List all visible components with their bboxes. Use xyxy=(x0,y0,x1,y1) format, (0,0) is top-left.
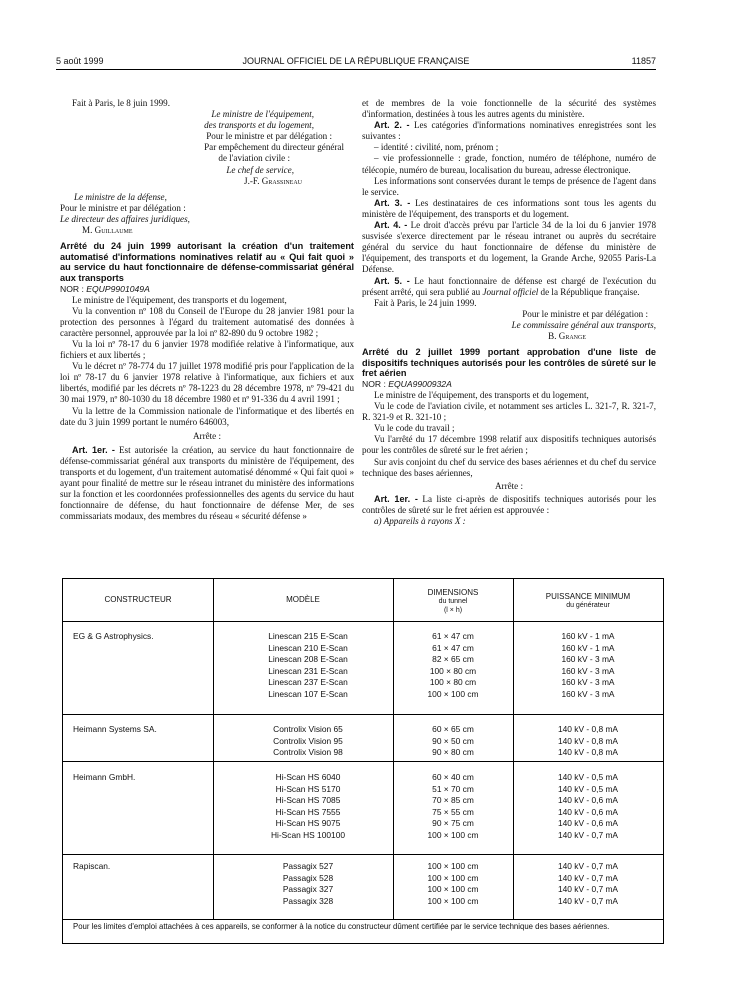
generator-power: 140 kV - 0,5 mA xyxy=(557,772,619,782)
generator-power: 160 kV - 3 mA xyxy=(561,665,615,676)
signature-name-2: B. Grange xyxy=(548,330,586,341)
signature-chef-service: Le chef de service, xyxy=(226,164,294,175)
generator-power: 140 kV - 0,5 mA xyxy=(557,783,619,794)
model-name: Passagix 327 xyxy=(282,884,334,895)
signature-minister-line-1: Le ministre de l'équipement, xyxy=(211,109,314,120)
tunnel-dimensions: 100 × 100 cm xyxy=(427,830,479,840)
maker-name: Rapiscan. xyxy=(73,861,111,871)
signature-empechement-1: Par empêchement du directeur général xyxy=(204,142,344,153)
decree-1-article-3: Art. 3. - Les destinataires de ces informations sont tous les agents du ministère de l'équipement, des transports et du logement. xyxy=(362,197,657,219)
table-rule xyxy=(63,854,663,855)
model-name: Passagix 527 xyxy=(282,861,334,871)
model-name: Controlix Vision 95 xyxy=(273,735,343,746)
tunnel-dimensions: 100 × 100 cm xyxy=(427,884,479,895)
generator-power: 160 kV - 3 mA xyxy=(561,654,615,665)
maker-name: EG & G Astrophysics. xyxy=(73,631,154,641)
decree-1-article-1-continued: et de membres de la voie fonctionnelle de la sécurité des systèmes d'information, destinées à tous les autres agents du ministère. xyxy=(362,98,656,120)
decree-2-arrete: Arrête : xyxy=(494,480,524,491)
generator-power: 140 kV - 0,8 mA xyxy=(557,724,619,734)
decree-1-para: Vu la convention nº 108 du Conseil de l'Europe du 28 janvier 1981 pour la protection des personnes à l'égard du traitement automatisé des données à caractère personnel, approuvée par la loi nº 82-890 du 9 octobre 1982 ; xyxy=(60,305,354,338)
right-column xyxy=(362,98,656,527)
signature-name: J.-F. Grassineau xyxy=(244,175,302,186)
generator-power: 140 kV - 0,6 mA xyxy=(557,806,619,817)
tunnel-dimensions: 60 × 40 cm xyxy=(432,772,474,782)
decree-2-article-1: Art. 1er. - La liste ci-après de dispositifs techniques autorisés pour les contrôles de sûreté sur le fret aérien est approuvée : xyxy=(362,493,657,515)
generator-power: 160 kV - 1 mA xyxy=(561,631,615,641)
model-name: Passagix 328 xyxy=(282,895,334,906)
article-2-item: – identité : civilité, nom, prénom ; xyxy=(374,142,499,153)
tunnel-dimensions: 90 × 50 cm xyxy=(432,735,474,746)
defense-signature-name: M. Guillaume xyxy=(82,225,133,236)
signature-empechement-2: de l'aviation civile : xyxy=(218,153,290,164)
tunnel-dimensions: 100 × 80 cm xyxy=(429,677,477,688)
decree-2-title: Arrêté du 2 juillet 1999 portant approbation d'une liste de dispositifs techniques autorisés pour les contrôles de sûreté sur le fret aérien xyxy=(362,347,656,379)
generator-power: 140 kV - 0,7 mA xyxy=(557,895,619,906)
signature-minister-line-2: des transports et du logement, xyxy=(204,120,314,131)
tunnel-dimensions: 51 × 70 cm xyxy=(432,783,474,794)
tunnel-dimensions: 100 × 100 cm xyxy=(427,872,479,883)
devices-table xyxy=(62,578,664,944)
left-column xyxy=(60,98,354,522)
model-name: Passagix 528 xyxy=(282,872,334,883)
model-name: Hi-Scan HS 9075 xyxy=(275,818,341,829)
table-rule xyxy=(63,761,663,762)
signature-place-date-2: Fait à Paris, le 24 juin 1999. xyxy=(374,297,477,308)
decree-2-para: Vu l'arrêté du 17 décembre 1998 relatif aux dispositifs techniques autorisés pour les contrôles de sûreté sur le fret aérien ; xyxy=(362,434,656,456)
table-rule xyxy=(63,621,663,622)
model-name: Linescan 208 E-Scan xyxy=(268,654,348,665)
tunnel-dimensions: 100 × 100 cm xyxy=(427,689,479,699)
tunnel-dimensions: 100 × 100 cm xyxy=(427,861,479,871)
generator-power: 140 kV - 0,8 mA xyxy=(557,747,619,758)
decree-2-para: Vu le code du travail ; xyxy=(374,423,455,434)
model-name: Hi-Scan HS 6040 xyxy=(275,772,341,782)
header-constructeur: CONSTRUCTEUR xyxy=(104,595,172,604)
model-name: Hi-Scan HS 7085 xyxy=(275,795,341,806)
header-page-number: 11857 xyxy=(631,56,656,66)
model-name: Linescan 107 E-Scan xyxy=(268,689,348,699)
table-rule xyxy=(63,919,663,920)
tunnel-dimensions: 70 × 85 cm xyxy=(432,795,474,806)
header-rule xyxy=(56,69,656,70)
signature-delegation-2: Pour le ministre et par délégation : xyxy=(522,308,648,319)
signature-place-date: Fait à Paris, le 8 juin 1999. xyxy=(72,98,171,108)
model-name: Linescan 237 E-Scan xyxy=(268,677,348,688)
decree-2-nor: NOR : EQUA9900932A xyxy=(362,378,452,389)
header-journal-title: JOURNAL OFFICIEL DE LA RÉPUBLIQUE FRANÇAISE xyxy=(242,56,470,66)
decree-2-item-a: a) Appareils à rayons X : xyxy=(374,515,466,526)
decree-1-para: Vu la loi nº 78-17 du 6 janvier 1978 modifiée relative à l'informatique, aux fichiers et aux libertés ; xyxy=(60,338,354,361)
table-footnote: Pour les limites d'emploi attachées à ces appareils, se conformer à la notice du constructeur dûment certifiée par le service technique des bases aériennes. xyxy=(73,922,610,931)
decree-1-para: Vu la lettre de la Commission nationale de l'informatique et des libertés en date du 3 juin 1999 portant le numéro 646003, xyxy=(60,405,354,427)
signature-commissaire: Le commissaire général aux transports, xyxy=(511,319,656,330)
table-rule xyxy=(63,714,663,715)
generator-power: 140 kV - 0,7 mA xyxy=(557,884,619,895)
tunnel-dimensions: 60 × 65 cm xyxy=(432,724,474,734)
defense-minister: Le ministre de la défense, xyxy=(74,191,167,202)
tunnel-dimensions: 100 × 80 cm xyxy=(429,665,477,676)
model-name: Hi-Scan HS 5170 xyxy=(275,783,341,794)
model-name: Hi-Scan HS 7555 xyxy=(275,806,341,817)
decree-1-title: Arrêté du 24 juin 1999 autorisant la création d'un traitement automatisé d'informations nominatives relatif au « Qui fait quoi » au service du haut fonctionnaire de défense-commissariat général aux transports xyxy=(60,241,354,283)
decree-1-article-2: Art. 2. - Les catégories d'informations nominatives enregistrées sont les suivantes : xyxy=(362,120,656,142)
article-2-retention: Les informations sont conservées durant le temps de présence de l'agent dans le service. xyxy=(362,175,656,197)
header-modele: MODÈLE xyxy=(286,595,320,604)
decree-2-para: Sur avis conjoint du chef du service des bases aériennes et du chef du service technique des bases aériennes, xyxy=(362,456,656,478)
tunnel-dimensions: 61 × 47 cm xyxy=(432,642,474,653)
signature-delegation: Pour le ministre et par délégation : xyxy=(206,131,332,142)
model-name: Linescan 210 E-Scan xyxy=(268,642,348,653)
tunnel-dimensions: 100 × 100 cm xyxy=(427,895,479,906)
maker-name: Heimann GmbH. xyxy=(73,772,136,782)
decree-1-para: Vu le décret nº 78-774 du 17 juillet 1978 modifié pris pour l'application de la loi nº 78-17 du 6 janvier 1978 relative à l'informatique, aux fichiers et aux libertés, modifié par les décrets nº 78-1223 du 28 décembre 1978, nº 79-421 du 30 mai 1979, nº 80-1030 du 18 décembre 1980 et nº 91-336 du 4 avril 1991 ; xyxy=(60,361,354,405)
header-date: 5 août 1999 xyxy=(56,56,104,66)
tunnel-dimensions: 61 × 47 cm xyxy=(432,631,474,641)
decree-1-nor: NOR : EQUP9901049A xyxy=(60,283,150,294)
decree-2-para: Le ministre de l'équipement, des transports et du logement, xyxy=(374,389,589,400)
model-name: Linescan 215 E-Scan xyxy=(268,631,348,641)
generator-power: 140 kV - 0,7 mA xyxy=(557,861,619,871)
generator-power: 140 kV - 0,6 mA xyxy=(557,795,619,806)
generator-power: 140 kV - 0,6 mA xyxy=(557,818,619,829)
tunnel-dimensions: 82 × 65 cm xyxy=(432,654,474,665)
model-name: Linescan 231 E-Scan xyxy=(268,665,348,676)
header-dimensions: DIMENSIONS du tunnel (l × h) xyxy=(427,588,479,614)
generator-power: 160 kV - 1 mA xyxy=(561,642,615,653)
decree-1-arrete: Arrête : xyxy=(192,430,222,441)
decree-1-para: Le ministre de l'équipement, des transports et du logement, xyxy=(72,294,287,305)
maker-name: Heimann Systems SA. xyxy=(73,724,157,734)
generator-power: 140 kV - 0,7 mA xyxy=(557,872,619,883)
model-name: Controlix Vision 98 xyxy=(273,747,343,758)
tunnel-dimensions: 90 × 80 cm xyxy=(432,747,474,758)
model-name: Hi-Scan HS 100100 xyxy=(270,830,346,840)
generator-power: 160 kV - 3 mA xyxy=(561,689,615,699)
decree-1-article-1: Art. 1er. - Est autorisée la création, au service du haut fonctionnaire de défense-commissariat général aux transports du ministère de l'équipement, des transports et du logement, d'un traitement automatisé dénommé « Qui fait quoi » ayant pour finalité de mettre sur le réseau intranet du ministère des informations sur la fonction et les coordonnées professionnelles des agents du service du haut fonctionnaire de défense, du haut fonctionnaire de défense Mer, de ses commissariats modaux, des membres du réseau « sécurité défense » xyxy=(60,444,355,522)
defense-directeur: Le directeur des affaires juridiques, xyxy=(60,213,190,224)
decree-1-article-4: Art. 4. - Le droit d'accès prévu par l'article 34 de la loi du 6 janvier 1978 susvisée s'exerce directement par le réseau intranet ou auprès du secrétaire général du service du haut fonctionnaire de défense du ministère de l'équipement, des transports et du logement, la Grande Arche, 92055 Paris-La Défense. xyxy=(362,220,656,275)
decree-1-article-5: Art. 5. - Le haut fonctionnaire de défense est chargé de l'exécution du présent arrêté, qui sera publié au Journal officiel de la République française. xyxy=(362,275,656,297)
table-column-divider xyxy=(213,579,214,919)
page-header xyxy=(56,56,656,68)
generator-power: 160 kV - 3 mA xyxy=(561,677,615,688)
decree-2-para: Vu le code de l'aviation civile, et notamment ses articles L. 321-7, R. 321-7, R. 321-9 et R. 321-10 ; xyxy=(362,401,656,423)
defense-delegation: Pour le ministre et par délégation : xyxy=(60,202,186,213)
generator-power: 140 kV - 0,8 mA xyxy=(557,735,619,746)
generator-power: 140 kV - 0,7 mA xyxy=(557,830,619,840)
article-2-item: – vie professionnelle : grade, fonction, numéro de téléphone, numéro de télécopie, numéro de bureau, localisation du bureau, adresse électronique. xyxy=(362,153,656,175)
tunnel-dimensions: 90 × 75 cm xyxy=(432,818,474,829)
tunnel-dimensions: 75 × 55 cm xyxy=(432,806,474,817)
model-name: Controlix Vision 65 xyxy=(273,724,343,734)
header-puissance: PUISSANCE MINIMUM du générateur xyxy=(545,592,631,609)
